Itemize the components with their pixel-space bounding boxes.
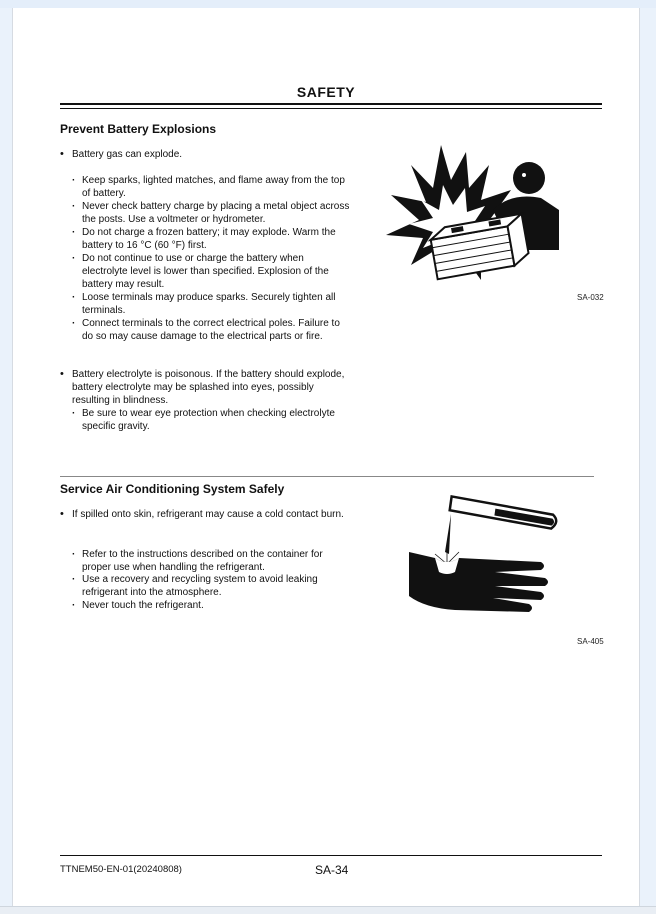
section-divider bbox=[60, 476, 594, 477]
sub-item-recovery-system: · Use a recovery and recycling system to avoid leaking refrigerant into the atmosphere. bbox=[72, 573, 350, 599]
battery-explosion-icon bbox=[381, 140, 561, 290]
sub-item-eye-protection: · Be sure to wear eye protection when checking electrolyte specific gravity. bbox=[72, 407, 350, 433]
bullet-cold-contact-burn: • If spilled onto skin, refrigerant may cause a cold contact burn. bbox=[60, 508, 352, 521]
footer-document-id: TTNEM50-EN-01(20240808) bbox=[60, 864, 182, 875]
bullet-battery-gas: • Battery gas can explode. bbox=[60, 148, 352, 161]
bullet-electrolyte-poisonous: • Battery electrolyte is poisonous. If the battery should explode, battery electrolyte may be splashed into eyes, possibly resulting in blindness. bbox=[60, 368, 352, 407]
header-rule-thick bbox=[60, 103, 602, 105]
section-title-battery: Prevent Battery Explosions bbox=[60, 122, 217, 136]
document-page bbox=[12, 8, 640, 906]
section-title-air-conditioning: Service Air Conditioning System Safely bbox=[60, 482, 285, 496]
sub-item-connect-terminals: · Connect terminals to the correct electrical poles. Failure to do so may cause damage to the electrical parts or fire. bbox=[72, 317, 350, 343]
sub-item-refer-instructions: · Refer to the instructions described on the container for proper use when handling the refrigerant. bbox=[72, 548, 350, 574]
sub-item-never-touch: · Never touch the refrigerant. bbox=[72, 599, 350, 612]
sub-item-loose-terminals: · Loose terminals may produce sparks. Securely tighten all terminals. bbox=[72, 291, 350, 317]
footer-page-number: SA-34 bbox=[315, 863, 349, 877]
sub-item-sparks: · Keep sparks, lighted matches, and flame away from the top of battery. bbox=[72, 174, 350, 200]
sub-item-electrolyte-level: · Do not continue to use or charge the battery when electrolyte level is lower than specified. Explosion of the battery may result. bbox=[72, 252, 350, 291]
footer-rule bbox=[60, 855, 602, 856]
sub-item-frozen-battery: · Do not charge a frozen battery; it may explode. Warm the battery to 16 °C (60 °F) first. bbox=[72, 226, 350, 252]
header-rule-thin bbox=[60, 108, 602, 109]
figure-code-sa032: SA-032 bbox=[577, 293, 604, 302]
sub-item-metal-object: · Never check battery charge by placing a metal object across the posts. Use a voltmeter or hydrometer. bbox=[72, 200, 350, 226]
viewer-top-strip bbox=[0, 0, 656, 8]
page-title: SAFETY bbox=[296, 84, 356, 100]
figure-code-sa405: SA-405 bbox=[577, 637, 604, 646]
refrigerant-hand-icon bbox=[395, 492, 560, 617]
